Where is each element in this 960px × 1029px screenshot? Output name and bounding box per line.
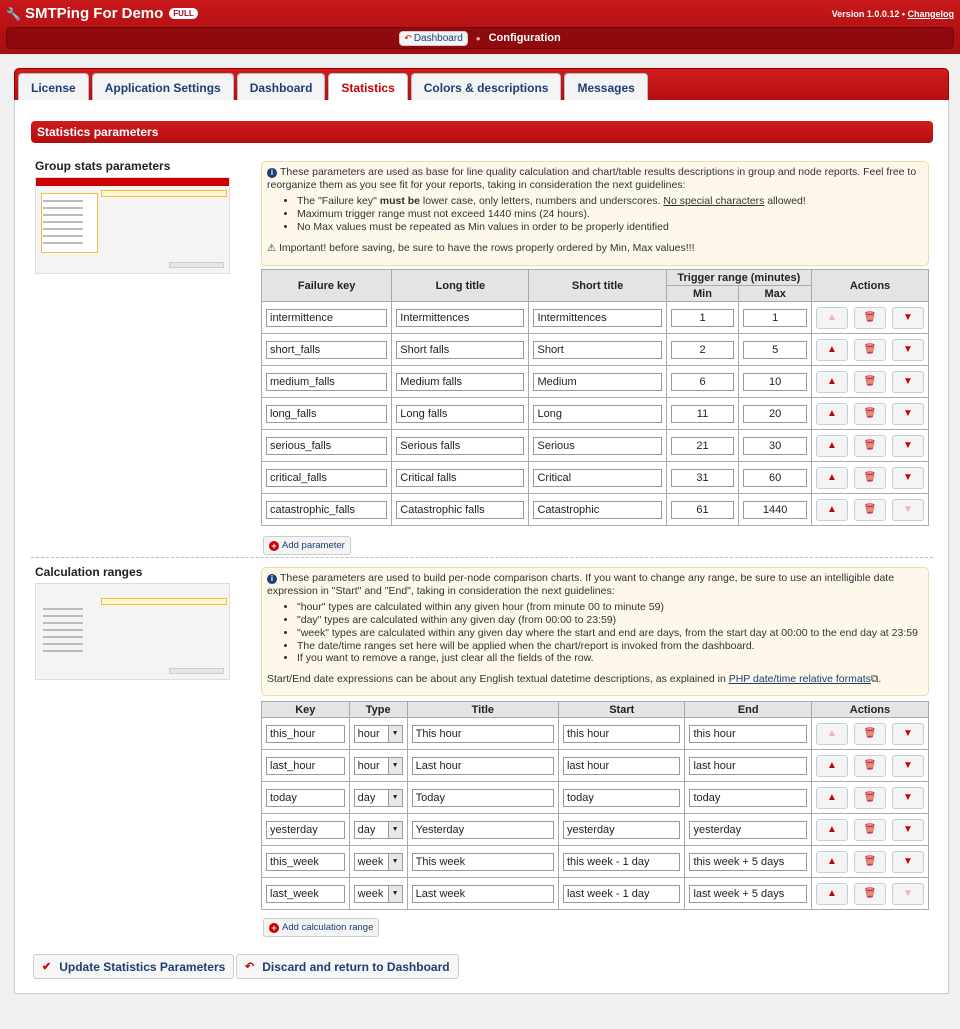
breadcrumb <box>6 27 954 49</box>
range-start-input[interactable] <box>563 789 681 807</box>
discard-button[interactable] <box>236 954 459 979</box>
col-short-title: Short title <box>529 270 666 302</box>
range-type-select[interactable] <box>354 853 403 871</box>
failure-key-input[interactable] <box>266 501 387 519</box>
table-row <box>262 814 929 846</box>
delete-button[interactable]: 🗑 <box>854 403 886 425</box>
max-input[interactable] <box>743 309 807 327</box>
short-title-input[interactable] <box>533 437 661 455</box>
range-title-input[interactable] <box>412 853 554 871</box>
group-stats-warning: Important! before saving, be sure to have the rows properly ordered by Min, Max values!!! <box>278 241 695 254</box>
long-title-input[interactable] <box>396 469 524 487</box>
move-up-button[interactable]: ▲ <box>816 723 848 745</box>
move-up-button[interactable]: ▲ <box>816 787 848 809</box>
move-down-button[interactable]: ▼ <box>892 307 924 329</box>
calc-ranges-rule-1: • "hour" types are calculated within any given hour (from minute 00 to minute 59) <box>297 601 923 614</box>
range-start-input[interactable] <box>563 853 681 871</box>
update-statistics-label: Update Statistics Parameters <box>59 959 226 974</box>
short-title-input[interactable] <box>533 309 661 327</box>
group-stats-rule-1 <box>297 195 923 208</box>
tab-list <box>18 73 648 101</box>
section-title: Statistics parameters <box>31 121 933 143</box>
tab-statistics[interactable]: Statistics <box>328 73 407 101</box>
group-stats-preview-image <box>35 177 230 274</box>
move-up-button[interactable]: ▲ <box>816 755 848 777</box>
check-icon: ✔ <box>42 961 52 973</box>
calc-ranges-rule-5: • If you want to remove a range, just clear all the fields of the row. <box>297 652 923 665</box>
add-parameter-label: Add parameter <box>282 540 345 551</box>
group-stats-label: Group stats parameters <box>35 159 171 173</box>
range-key-input[interactable] <box>266 725 345 743</box>
move-down-button[interactable]: ▼ <box>892 339 924 361</box>
delete-button[interactable]: 🗑 <box>854 339 886 361</box>
delete-button[interactable]: 🗑 <box>854 723 886 745</box>
app-title-text: SMTPing For Demo <box>24 5 164 22</box>
add-calculation-range-label: Add calculation range <box>282 922 374 933</box>
tab-license[interactable]: License <box>18 73 89 101</box>
chevron-down-icon: ▼ <box>388 726 402 742</box>
range-start-input[interactable] <box>563 821 681 839</box>
failure-key-input[interactable] <box>266 405 387 423</box>
calc-ranges-rule-2: • "day" types are calculated within any given day (from 00:00 to 23:59) <box>297 614 923 627</box>
calc-ranges-info-intro: These parameters are used to build per-node comparison charts. If you want to change any range, be sure to use an intelligible date expression in "Start" and "End", taking in consideration the next guidelines: <box>267 572 895 597</box>
calc-ranges-rule-3: • "week" types are calculated within any given day where the start and end are days, from the start day at 00:00 to the end day at 23:59 <box>297 627 923 640</box>
calc-ranges-preview-image <box>35 583 230 680</box>
discard-label: Discard and return to Dashboard <box>262 959 450 974</box>
min-input[interactable] <box>671 341 735 359</box>
move-down-button[interactable]: ▼ <box>892 787 924 809</box>
table-row <box>262 366 929 398</box>
range-title-input[interactable] <box>412 821 554 839</box>
section-divider <box>31 557 933 558</box>
move-up-button[interactable]: ▲ <box>816 467 848 489</box>
delete-button[interactable]: 🗑 <box>854 499 886 521</box>
external-link-icon: ⧉ <box>870 672 879 685</box>
move-up-button[interactable]: ▲ <box>816 883 848 905</box>
delete-button[interactable]: 🗑 <box>854 755 886 777</box>
long-title-input[interactable] <box>396 373 524 391</box>
move-up-button[interactable]: ▲ <box>816 851 848 873</box>
calc-ranges-footnote: Start/End date expressions can be about any English textual datetime descriptions, as explained in <box>267 672 729 685</box>
delete-button[interactable]: 🗑 <box>854 819 886 841</box>
max-input[interactable] <box>743 437 807 455</box>
short-title-input[interactable] <box>533 341 661 359</box>
min-input[interactable] <box>671 405 735 423</box>
warning-icon: ⚠ <box>267 242 276 254</box>
range-type-value: day <box>357 791 376 804</box>
version-text: Version 1.0.0.12 <box>831 9 900 19</box>
table-row <box>262 846 929 878</box>
range-key-input[interactable] <box>266 821 345 839</box>
move-up-button[interactable]: ▲ <box>816 307 848 329</box>
group-stats-info <box>261 161 929 266</box>
range-type-value: hour <box>357 759 380 772</box>
long-title-input[interactable] <box>396 501 524 519</box>
table-row <box>262 334 929 366</box>
col-title: Title <box>407 702 558 718</box>
delete-button[interactable]: 🗑 <box>854 883 886 905</box>
move-down-button[interactable]: ▼ <box>892 435 924 457</box>
delete-button[interactable]: 🗑 <box>854 467 886 489</box>
range-type-select[interactable] <box>354 757 403 775</box>
chevron-down-icon: ▼ <box>388 854 402 870</box>
range-type-select[interactable] <box>354 789 403 807</box>
min-input[interactable] <box>671 373 735 391</box>
table-row <box>262 430 929 462</box>
failure-key-input[interactable] <box>266 437 387 455</box>
tab-application-settings[interactable]: Application Settings <box>92 73 234 101</box>
move-up-button[interactable]: ▲ <box>816 339 848 361</box>
update-statistics-button[interactable] <box>33 954 234 979</box>
version-info: Version 1.0.0.12 • Changelog <box>831 9 954 19</box>
group-stats-table <box>261 269 929 526</box>
move-down-button[interactable]: ▼ <box>892 499 924 521</box>
license-badge: FULL <box>169 8 197 19</box>
min-input[interactable] <box>671 437 735 455</box>
php-formats-link[interactable]: PHP date/time relative formats <box>728 672 871 685</box>
min-input[interactable] <box>671 501 735 519</box>
range-start-input[interactable] <box>563 725 681 743</box>
range-type-select[interactable] <box>354 885 403 903</box>
rule-text: lower case, only letters, numbers and underscores. <box>420 195 664 208</box>
move-up-button[interactable]: ▲ <box>816 499 848 521</box>
range-end-input[interactable] <box>689 885 806 903</box>
move-down-button[interactable]: ▼ <box>892 371 924 393</box>
col-start: Start <box>558 702 685 718</box>
breadcrumb-dashboard-label: Dashboard <box>413 32 463 44</box>
plus-circle-icon: + <box>269 541 279 551</box>
range-key-input[interactable] <box>266 789 345 807</box>
col-max: Max <box>739 286 812 302</box>
range-type-select[interactable] <box>354 725 403 743</box>
info-icon: i <box>267 168 277 178</box>
range-end-input[interactable] <box>689 725 806 743</box>
move-up-button[interactable]: ▲ <box>816 819 848 841</box>
range-type-value: week <box>357 887 384 900</box>
app-header <box>0 0 960 54</box>
long-title-input[interactable] <box>396 437 524 455</box>
changelog-link[interactable]: Changelog <box>907 9 954 19</box>
short-title-input[interactable] <box>533 373 661 391</box>
range-title-input[interactable] <box>412 757 554 775</box>
delete-button[interactable]: 🗑 <box>854 787 886 809</box>
long-title-input[interactable] <box>396 405 524 423</box>
calc-ranges-info <box>261 567 929 696</box>
table-row <box>262 878 929 910</box>
range-start-input[interactable] <box>563 757 681 775</box>
move-down-button[interactable]: ▼ <box>892 819 924 841</box>
add-parameter-button[interactable] <box>263 536 351 555</box>
max-input[interactable] <box>743 373 807 391</box>
tab-colors-descriptions[interactable]: Colors & descriptions <box>411 73 562 101</box>
failure-key-input[interactable] <box>266 309 387 327</box>
delete-button[interactable]: 🗑 <box>854 851 886 873</box>
col-long-title: Long title <box>392 270 529 302</box>
add-calculation-range-button[interactable] <box>263 918 379 937</box>
range-type-value: week <box>357 855 384 868</box>
col-failure-key: Failure key <box>262 270 392 302</box>
range-end-input[interactable] <box>689 821 806 839</box>
table-row <box>262 494 929 526</box>
wrench-icon: 🔧 <box>6 6 21 21</box>
delete-button[interactable]: 🗑 <box>854 371 886 393</box>
col-type: Type <box>349 702 407 718</box>
move-up-button[interactable]: ▲ <box>816 435 848 457</box>
table-row <box>262 782 929 814</box>
footnote-end: . <box>878 672 882 685</box>
min-input[interactable] <box>671 469 735 487</box>
short-title-input[interactable] <box>533 501 661 519</box>
group-stats-rule-3: • No Max values must be repeated as Min values in order to be properly identified <box>297 221 923 234</box>
range-key-input[interactable] <box>266 757 345 775</box>
short-title-input[interactable] <box>533 469 661 487</box>
move-down-button[interactable]: ▼ <box>892 403 924 425</box>
rule-text: The "Failure key" <box>297 195 380 208</box>
col-min: Min <box>666 286 739 302</box>
group-stats-rows <box>262 302 929 526</box>
long-title-input[interactable] <box>396 309 524 327</box>
min-input[interactable] <box>671 309 735 327</box>
table-row <box>262 398 929 430</box>
move-down-button[interactable]: ▼ <box>892 467 924 489</box>
group-stats-rule-2: • Maximum trigger range must not exceed 1440 mins (24 hours). <box>297 208 923 221</box>
col-actions: Actions <box>811 270 928 302</box>
calc-ranges-label: Calculation ranges <box>35 565 143 579</box>
breadcrumb-separator: ● <box>475 33 481 43</box>
max-input[interactable] <box>743 341 807 359</box>
range-type-value: hour <box>357 727 380 740</box>
range-key-input[interactable] <box>266 853 345 871</box>
range-title-input[interactable] <box>412 885 554 903</box>
chevron-down-icon: ▼ <box>388 758 402 774</box>
col-trigger-range: Trigger range (minutes) <box>666 270 811 286</box>
tab-messages[interactable]: Messages <box>564 73 647 101</box>
rule-underline: No special characters <box>663 195 765 208</box>
breadcrumb-dashboard-button[interactable] <box>399 31 467 46</box>
range-type-value: day <box>357 823 376 836</box>
rule-emphasis: must be <box>379 195 420 208</box>
range-title-input[interactable] <box>412 725 554 743</box>
move-up-button[interactable]: ▲ <box>816 371 848 393</box>
max-input[interactable] <box>743 405 807 423</box>
move-down-button[interactable]: ▼ <box>892 883 924 905</box>
failure-key-input[interactable] <box>266 469 387 487</box>
range-start-input[interactable] <box>563 885 681 903</box>
group-stats-info-intro: These parameters are used as base for line quality calculation and chart/table results descriptions in group and node reports. Feel free to reorganize them as you see fit for your reports, taking in consideration the next guidelines: <box>267 166 917 191</box>
undo-icon: ↶ <box>404 32 412 43</box>
table-row <box>262 718 929 750</box>
range-title-input[interactable] <box>412 789 554 807</box>
move-down-button[interactable]: ▼ <box>892 851 924 873</box>
rule-text: allowed! <box>764 195 806 208</box>
long-title-input[interactable] <box>396 341 524 359</box>
max-input[interactable] <box>743 501 807 519</box>
table-row <box>262 750 929 782</box>
range-key-input[interactable] <box>266 885 345 903</box>
table-row <box>262 302 929 334</box>
col-key: Key <box>262 702 350 718</box>
chevron-down-icon: ▼ <box>388 822 402 838</box>
col-end: End <box>685 702 811 718</box>
move-down-button[interactable]: ▼ <box>892 755 924 777</box>
max-input[interactable] <box>743 469 807 487</box>
chevron-down-icon: ▼ <box>388 886 402 902</box>
undo-icon: ↶ <box>245 961 255 973</box>
range-type-select[interactable] <box>354 821 403 839</box>
calc-ranges-table <box>261 701 929 910</box>
range-end-input[interactable] <box>689 853 806 871</box>
failure-key-input[interactable] <box>266 341 387 359</box>
col-actions: Actions <box>811 702 928 718</box>
calc-ranges-rule-4: • The date/time ranges set here will be applied when the chart/report is invoked from the dashboard. <box>297 640 923 653</box>
app-title <box>6 5 198 22</box>
delete-button[interactable]: 🗑 <box>854 307 886 329</box>
plus-circle-icon: + <box>269 923 279 933</box>
short-title-input[interactable] <box>533 405 661 423</box>
tab-dashboard[interactable]: Dashboard <box>237 73 326 101</box>
move-up-button[interactable]: ▲ <box>816 403 848 425</box>
range-end-input[interactable] <box>689 789 806 807</box>
table-row <box>262 462 929 494</box>
failure-key-input[interactable] <box>266 373 387 391</box>
move-down-button[interactable]: ▼ <box>892 723 924 745</box>
range-end-input[interactable] <box>689 757 806 775</box>
info-icon: i <box>267 574 277 584</box>
breadcrumb-current: Configuration <box>488 32 561 44</box>
calc-ranges-rows <box>262 718 929 910</box>
chevron-down-icon: ▼ <box>388 790 402 806</box>
delete-button[interactable]: 🗑 <box>854 435 886 457</box>
